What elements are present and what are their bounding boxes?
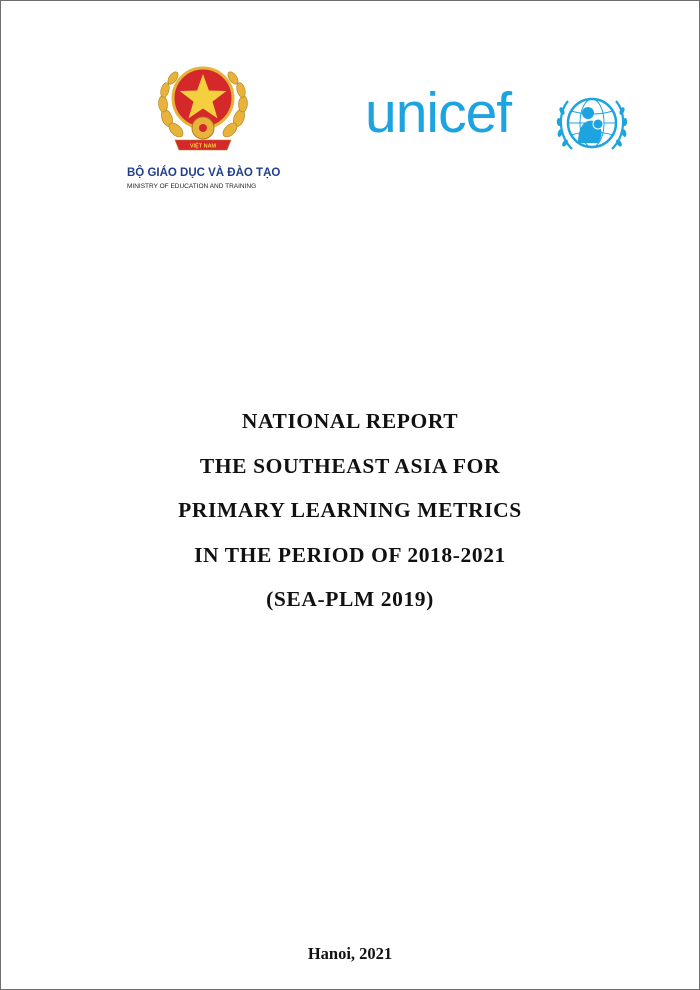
- ministry-name-en: MINISTRY OF EDUCATION AND TRAINING: [127, 183, 257, 190]
- place-date: Hanoi, 2021: [307, 944, 393, 963]
- emblem-banner-text: VIỆT NAM: [189, 143, 217, 150]
- title-line: NATIONAL REPORT: [241, 409, 459, 433]
- ministry-name-vn: BỘ GIÁO DỤC VÀ ĐÀO TẠO: [127, 167, 281, 179]
- title-line: PRIMARY LEARNING METRICS: [178, 498, 522, 522]
- vietnam-national-emblem-icon: [153, 56, 253, 156]
- title-line: IN THE PERIOD OF 2018-2021: [194, 542, 506, 567]
- unicef-wordmark: unicef: [365, 81, 512, 145]
- report-title: [1, 399, 699, 622]
- title-line: THE SOUTHEAST ASIA FOR: [199, 453, 501, 478]
- title-line: (SEA-PLM 2019): [266, 587, 434, 611]
- unicef-globe-icon: [554, 91, 630, 157]
